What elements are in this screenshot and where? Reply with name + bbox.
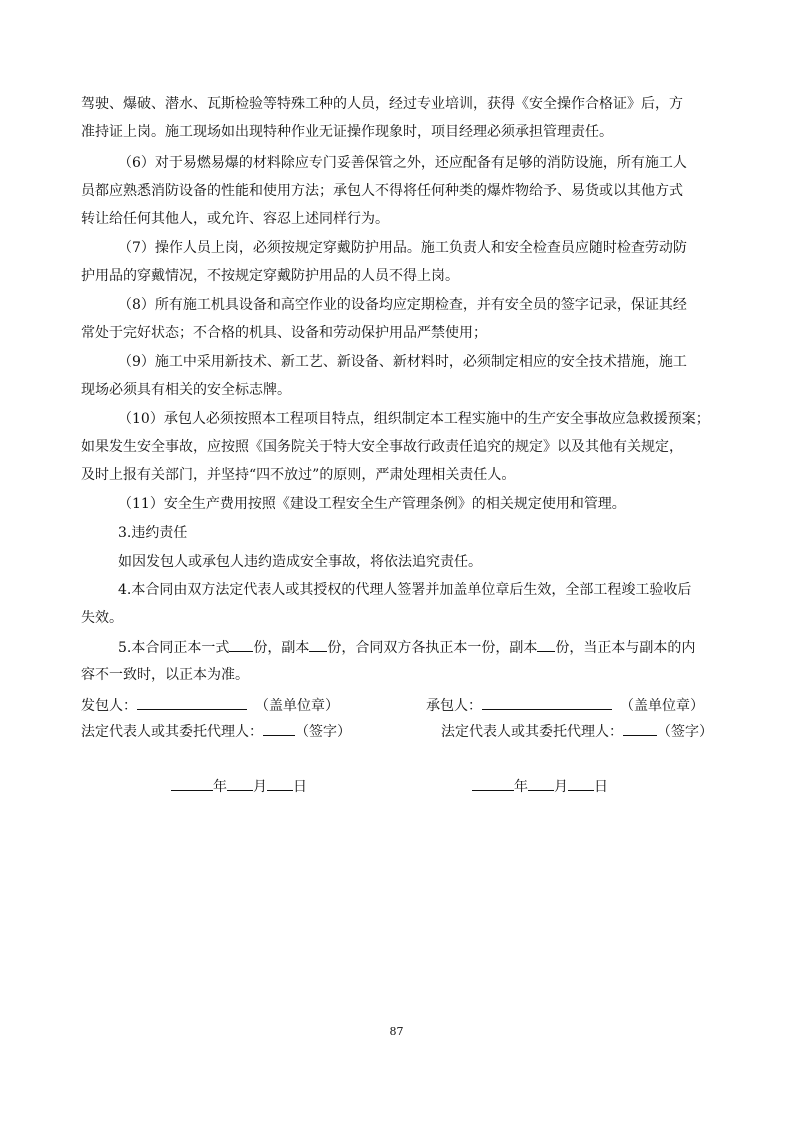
paragraph-7-start: （7）操作人员上岗，必须按规定穿戴防护用品。施工负责人和安全检查员应随时检查劳动防 [118, 240, 687, 256]
contractor-name-blank [482, 695, 612, 710]
paragraph-11-start: （11）安全生产费用按照《建设工程安全生产管理条例》的相关规定使用和管理。 [118, 496, 626, 512]
text-line: 容不一致时，以正本为准。 [81, 667, 249, 683]
text-line: 如果发生安全事故，应按照《国务院关于特大安全事故行政责任追究的规定》以及其他有关规定， [81, 439, 683, 455]
contractor-representative-row [441, 721, 713, 741]
clause-5-text: 份，合同双方各执正本一份，副本 [327, 640, 538, 656]
employer-representative-row [81, 721, 351, 741]
copies-each-blank [537, 637, 555, 652]
employer-day-blank [267, 776, 293, 791]
contractor-sign-note: （签字） [657, 724, 713, 740]
text-line: 失效。 [81, 610, 123, 626]
contractor-month-blank [528, 776, 554, 791]
day-label: 日 [293, 779, 307, 795]
text-line: 转让给任何其他人，或允许、容忍上述同样行为。 [81, 211, 389, 227]
year-label: 年 [213, 779, 227, 795]
employer-month-blank [227, 776, 253, 791]
employer-seal-note: （盖单位章） [255, 698, 339, 714]
section-heading-breach: 3.违约责任 [118, 525, 188, 541]
contractor-seal-note: （盖单位章） [620, 698, 704, 714]
text-line: 现场必须具有相关的安全标志牌。 [81, 382, 291, 398]
text-line: 员都应熟悉消防设备的性能和使用方法；承包人不得将任何种类的爆炸物给予、易货或以其他方式 [81, 183, 683, 199]
employer-year-blank [171, 776, 213, 791]
month-label: 月 [554, 779, 568, 795]
clause-5-line [118, 637, 721, 657]
copies-original-blank [229, 637, 253, 652]
employer-rep-blank [263, 721, 295, 736]
employer-rep-label: 法定代表人或其委托代理人： [81, 724, 263, 740]
copies-duplicate-blank [309, 637, 327, 652]
text-line: 驾驶、爆破、潜水、瓦斯检验等特殊工种的人员，经过专业培训，获得《安全操作合格证》后，方 [81, 96, 683, 112]
employer-signature-row [81, 695, 339, 715]
year-label: 年 [514, 779, 528, 795]
clause-5-text: 份，当正本与副本的内 [555, 640, 696, 656]
contractor-year-blank [472, 776, 514, 791]
employer-date-row [171, 776, 307, 796]
text-line: 护用品的穿戴情况，不按规定穿戴防护用品的人员不得上岗。 [81, 268, 459, 284]
month-label: 月 [253, 779, 267, 795]
contractor-rep-label: 法定代表人或其委托代理人： [441, 724, 623, 740]
contractor-day-blank [568, 776, 594, 791]
clause-4-start: 4.本合同由双方法定代表人或其授权的代理人签署并加盖单位章后生效，全部工程竣工验收后 [118, 582, 692, 598]
text-line: 及时上报有关部门，并坚持“四不放过”的原则，严肃处理相关责任人。 [81, 467, 516, 483]
page-number: 87 [389, 1025, 404, 1038]
paragraph-8-start: （8）所有施工机具设备和高空作业的设备均应定期检查，并有安全员的签字记录，保证其经 [118, 297, 687, 313]
paragraph-10-start: （10）承包人必须按照本工程项目特点，组织制定本工程实施中的生产安全事故应急救援预案； [118, 411, 710, 427]
text-line: 准持证上岗。施工现场如出现特种作业无证操作现象时，项目经理必须承担管理责任。 [81, 124, 613, 140]
clause-5-text: 5.本合同正本一式 [118, 640, 230, 656]
paragraph-9-start: （9）施工中采用新技术、新工艺、新设备、新材料时，必须制定相应的安全技术措施，施工 [118, 354, 687, 370]
employer-name-blank [137, 695, 247, 710]
contractor-signature-row [426, 695, 704, 715]
employer-sign-note: （签字） [295, 724, 351, 740]
day-label: 日 [594, 779, 608, 795]
text-line: 常处于完好状态；不合格的机具、设备和劳动保护用品严禁使用； [81, 325, 487, 341]
clause-5-text: 份，副本 [253, 640, 310, 656]
contractor-rep-blank [623, 721, 657, 736]
employer-label: 发包人： [81, 698, 137, 714]
paragraph-6-start: （6）对于易燃易爆的材料除应专门妥善保管之外，还应配备有足够的消防设施，所有施工人 [118, 155, 687, 171]
contractor-date-row [472, 776, 608, 796]
contractor-label: 承包人： [426, 698, 482, 714]
breach-paragraph: 如因发包人或承包人违约造成安全事故，将依法追究责任。 [118, 554, 482, 570]
